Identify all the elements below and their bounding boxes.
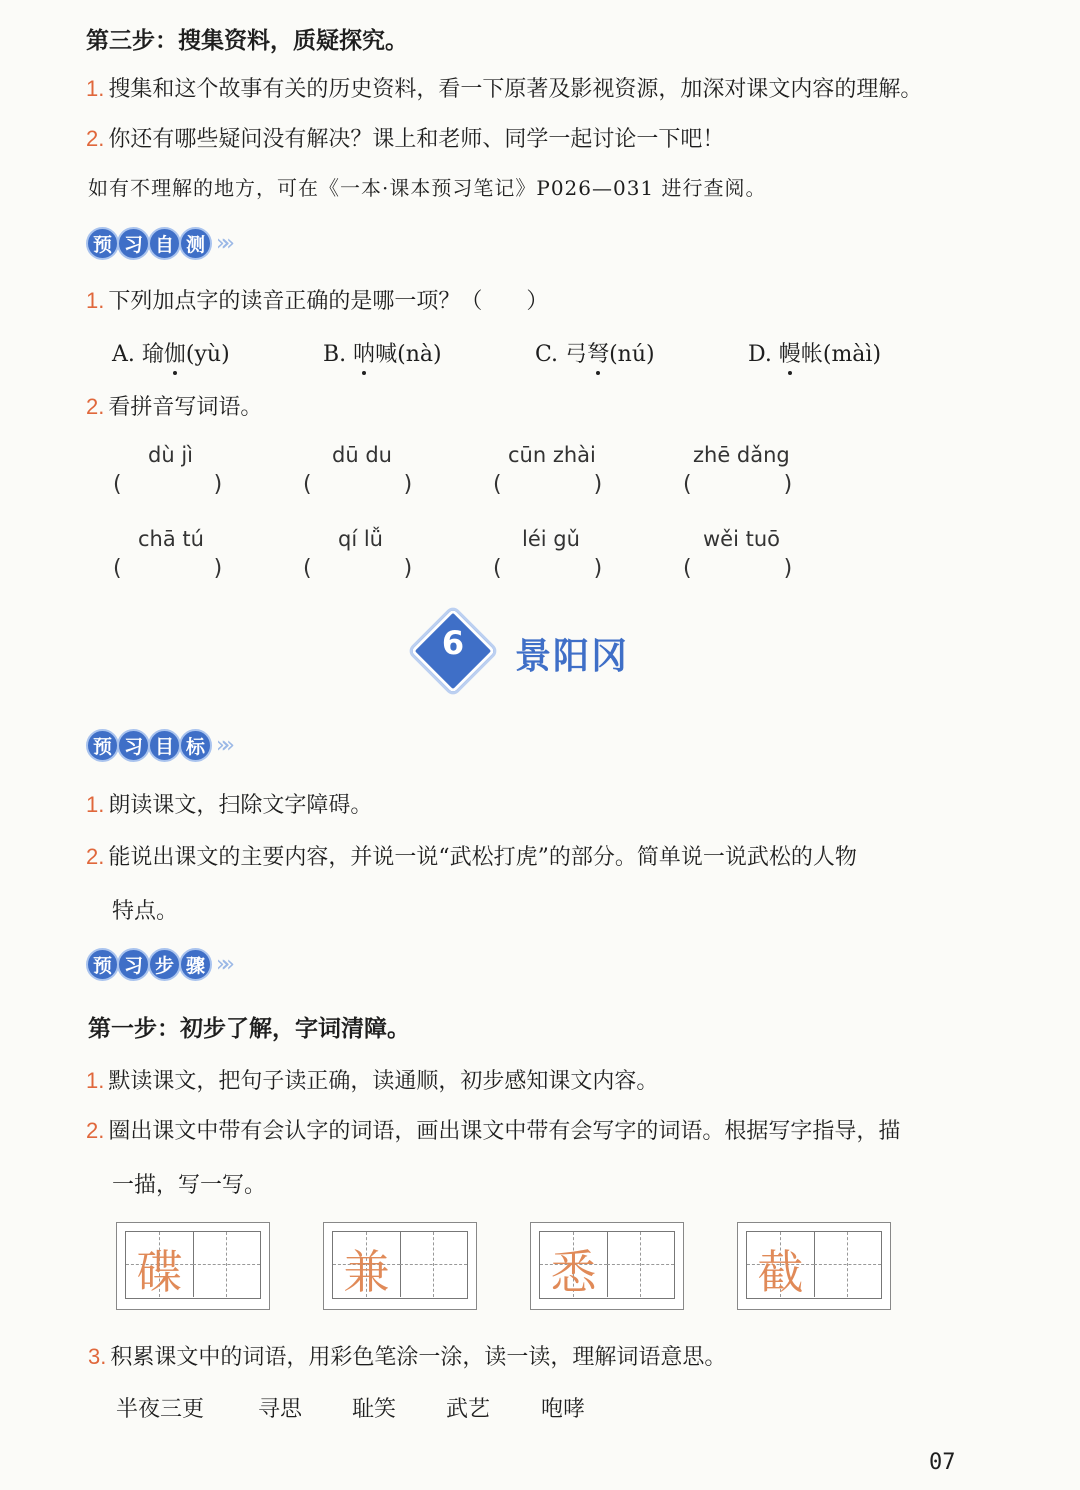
item-number: 1. bbox=[86, 288, 105, 313]
option-text: (yù) bbox=[185, 342, 230, 367]
item-text: 能说出课文的主要内容，并说一说“武松打虎”的部分。简单说一说武松的人物 bbox=[108, 845, 857, 870]
step1-heading: 第一步：初步了解，字词清障。 bbox=[88, 1016, 410, 1042]
item-number: 3. bbox=[88, 1344, 107, 1369]
pinyin-prompt: qí lǚ bbox=[338, 527, 383, 551]
practice-char: 悉 bbox=[550, 1245, 597, 1299]
list-item bbox=[86, 72, 922, 103]
pinyin-prompt: cūn zhài bbox=[508, 443, 596, 467]
dotted-char: 弩 bbox=[587, 337, 609, 368]
vocab-word[interactable]: 寻思 bbox=[258, 1397, 303, 1422]
chevron-right-icon: »» bbox=[216, 732, 227, 758]
vocab-word[interactable]: 武艺 bbox=[446, 1397, 491, 1422]
vocab-word[interactable]: 半夜三更 bbox=[116, 1397, 205, 1422]
option-b[interactable] bbox=[323, 337, 442, 368]
badge-char: 标 bbox=[179, 729, 212, 762]
option-text: 帐(màì) bbox=[800, 342, 882, 367]
list-item bbox=[86, 1114, 900, 1145]
badge-char: 预 bbox=[86, 729, 119, 762]
section-badge-goals bbox=[86, 727, 227, 763]
pinyin-prompt: dū du bbox=[332, 443, 392, 467]
item-text: 搜集和这个故事有关的历史资料，看一下原著及影视资源，加深对课文内容的理解。 bbox=[108, 77, 923, 102]
item-text: 朗读课文，扫除文字障碍。 bbox=[108, 793, 373, 818]
item-number: 2. bbox=[86, 126, 105, 151]
item-number: 1. bbox=[86, 1068, 105, 1093]
option-label: A. bbox=[112, 342, 142, 367]
option-d[interactable] bbox=[748, 337, 881, 368]
option-text: 喊(nà) bbox=[375, 342, 442, 367]
answer-blank[interactable]: ( ) bbox=[303, 556, 413, 581]
dotted-char: 幔 bbox=[779, 337, 801, 368]
item-text: 积累课文中的词语，用彩色笔涂一涂，读一读，理解词语意思。 bbox=[110, 1345, 727, 1370]
item-number: 1. bbox=[86, 76, 105, 101]
badge-char: 预 bbox=[86, 227, 119, 260]
item-text: 你还有哪些疑问没有解决？课上和老师、同学一起讨论一下吧！ bbox=[108, 127, 725, 152]
option-text: 瑜 bbox=[141, 342, 164, 367]
chevron-right-icon: »» bbox=[216, 230, 227, 256]
option-a[interactable] bbox=[112, 337, 230, 368]
item-text: 圈出课文中带有会认字的词语，画出课文中带有会写字的词语。根据写字指导，描 bbox=[108, 1119, 901, 1144]
item-number: 2. bbox=[86, 844, 105, 869]
pinyin-prompt: dù jì bbox=[148, 443, 193, 467]
list-item bbox=[86, 788, 372, 819]
item-continuation: 一描，写一写。 bbox=[112, 1173, 267, 1198]
badge-char: 习 bbox=[117, 729, 150, 762]
chevron-right-icon: »» bbox=[216, 951, 227, 977]
dotted-char: 伽 bbox=[164, 337, 186, 368]
practice-char: 截 bbox=[757, 1245, 804, 1299]
practice-char: 碟 bbox=[136, 1245, 183, 1299]
pinyin-prompt: wěi tuō bbox=[703, 527, 780, 551]
option-text: (nú) bbox=[609, 342, 655, 367]
badge-char: 步 bbox=[148, 948, 181, 981]
writing-grid[interactable] bbox=[323, 1222, 477, 1310]
page-number: 07 bbox=[929, 1450, 956, 1475]
badge-char: 预 bbox=[86, 948, 119, 981]
answer-blank[interactable]: ( ) bbox=[113, 472, 223, 497]
item-text: 默读课文，把句子读正确，读通顺，初步感知课文内容。 bbox=[108, 1069, 659, 1094]
list-item bbox=[86, 122, 724, 153]
vocab-word[interactable]: 耻笑 bbox=[352, 1397, 397, 1422]
option-c[interactable] bbox=[535, 337, 655, 368]
list-item bbox=[88, 1340, 726, 1371]
answer-blank[interactable]: ( ) bbox=[683, 556, 793, 581]
option-label: B. bbox=[323, 342, 354, 367]
question-text: 下列加点字的读音正确的是哪一项？（ ） bbox=[108, 289, 549, 314]
answer-blank[interactable]: ( ) bbox=[303, 472, 413, 497]
pinyin-prompt: léi gǔ bbox=[522, 527, 580, 551]
item-number: 2. bbox=[86, 1118, 105, 1143]
question-text: 看拼音写词语。 bbox=[108, 395, 263, 420]
badge-char: 目 bbox=[148, 729, 181, 762]
writing-grid[interactable] bbox=[530, 1222, 684, 1310]
section-badge-steps bbox=[86, 946, 227, 982]
badge-char: 测 bbox=[179, 227, 212, 260]
step3-heading: 第三步：搜集资料，质疑探究。 bbox=[86, 28, 408, 54]
badge-char: 自 bbox=[148, 227, 181, 260]
option-label: C. bbox=[535, 342, 566, 367]
answer-blank[interactable]: ( ) bbox=[113, 556, 223, 581]
lesson-number: 6 bbox=[441, 624, 465, 662]
question-1 bbox=[86, 284, 548, 315]
item-number: 2. bbox=[86, 394, 105, 419]
writing-grid[interactable] bbox=[737, 1222, 891, 1310]
writing-grid[interactable] bbox=[116, 1222, 270, 1310]
item-continuation: 特点。 bbox=[112, 899, 179, 924]
item-number: 1. bbox=[86, 792, 105, 817]
answer-blank[interactable]: ( ) bbox=[493, 472, 603, 497]
lesson-title: 景阳冈 bbox=[515, 636, 630, 677]
section-badge-self-test bbox=[86, 225, 227, 261]
badge-char: 习 bbox=[117, 948, 150, 981]
option-text: 弓 bbox=[565, 342, 588, 367]
badge-char: 骤 bbox=[179, 948, 212, 981]
list-item bbox=[86, 1064, 658, 1095]
reference-note: 如有不理解的地方，可在《一本·课本预习笔记》P026—031 进行查阅。 bbox=[88, 176, 767, 200]
answer-blank[interactable]: ( ) bbox=[493, 556, 603, 581]
answer-blank[interactable]: ( ) bbox=[683, 472, 793, 497]
option-label: D. bbox=[748, 342, 779, 367]
question-2 bbox=[86, 390, 262, 421]
badge-char: 习 bbox=[117, 227, 150, 260]
practice-char: 兼 bbox=[343, 1245, 390, 1299]
list-item bbox=[86, 840, 857, 871]
vocab-word[interactable]: 咆哮 bbox=[541, 1397, 586, 1422]
pinyin-prompt: chā tú bbox=[138, 527, 204, 551]
dotted-char: 呐 bbox=[353, 337, 375, 368]
pinyin-prompt: zhē dǎng bbox=[693, 443, 790, 467]
